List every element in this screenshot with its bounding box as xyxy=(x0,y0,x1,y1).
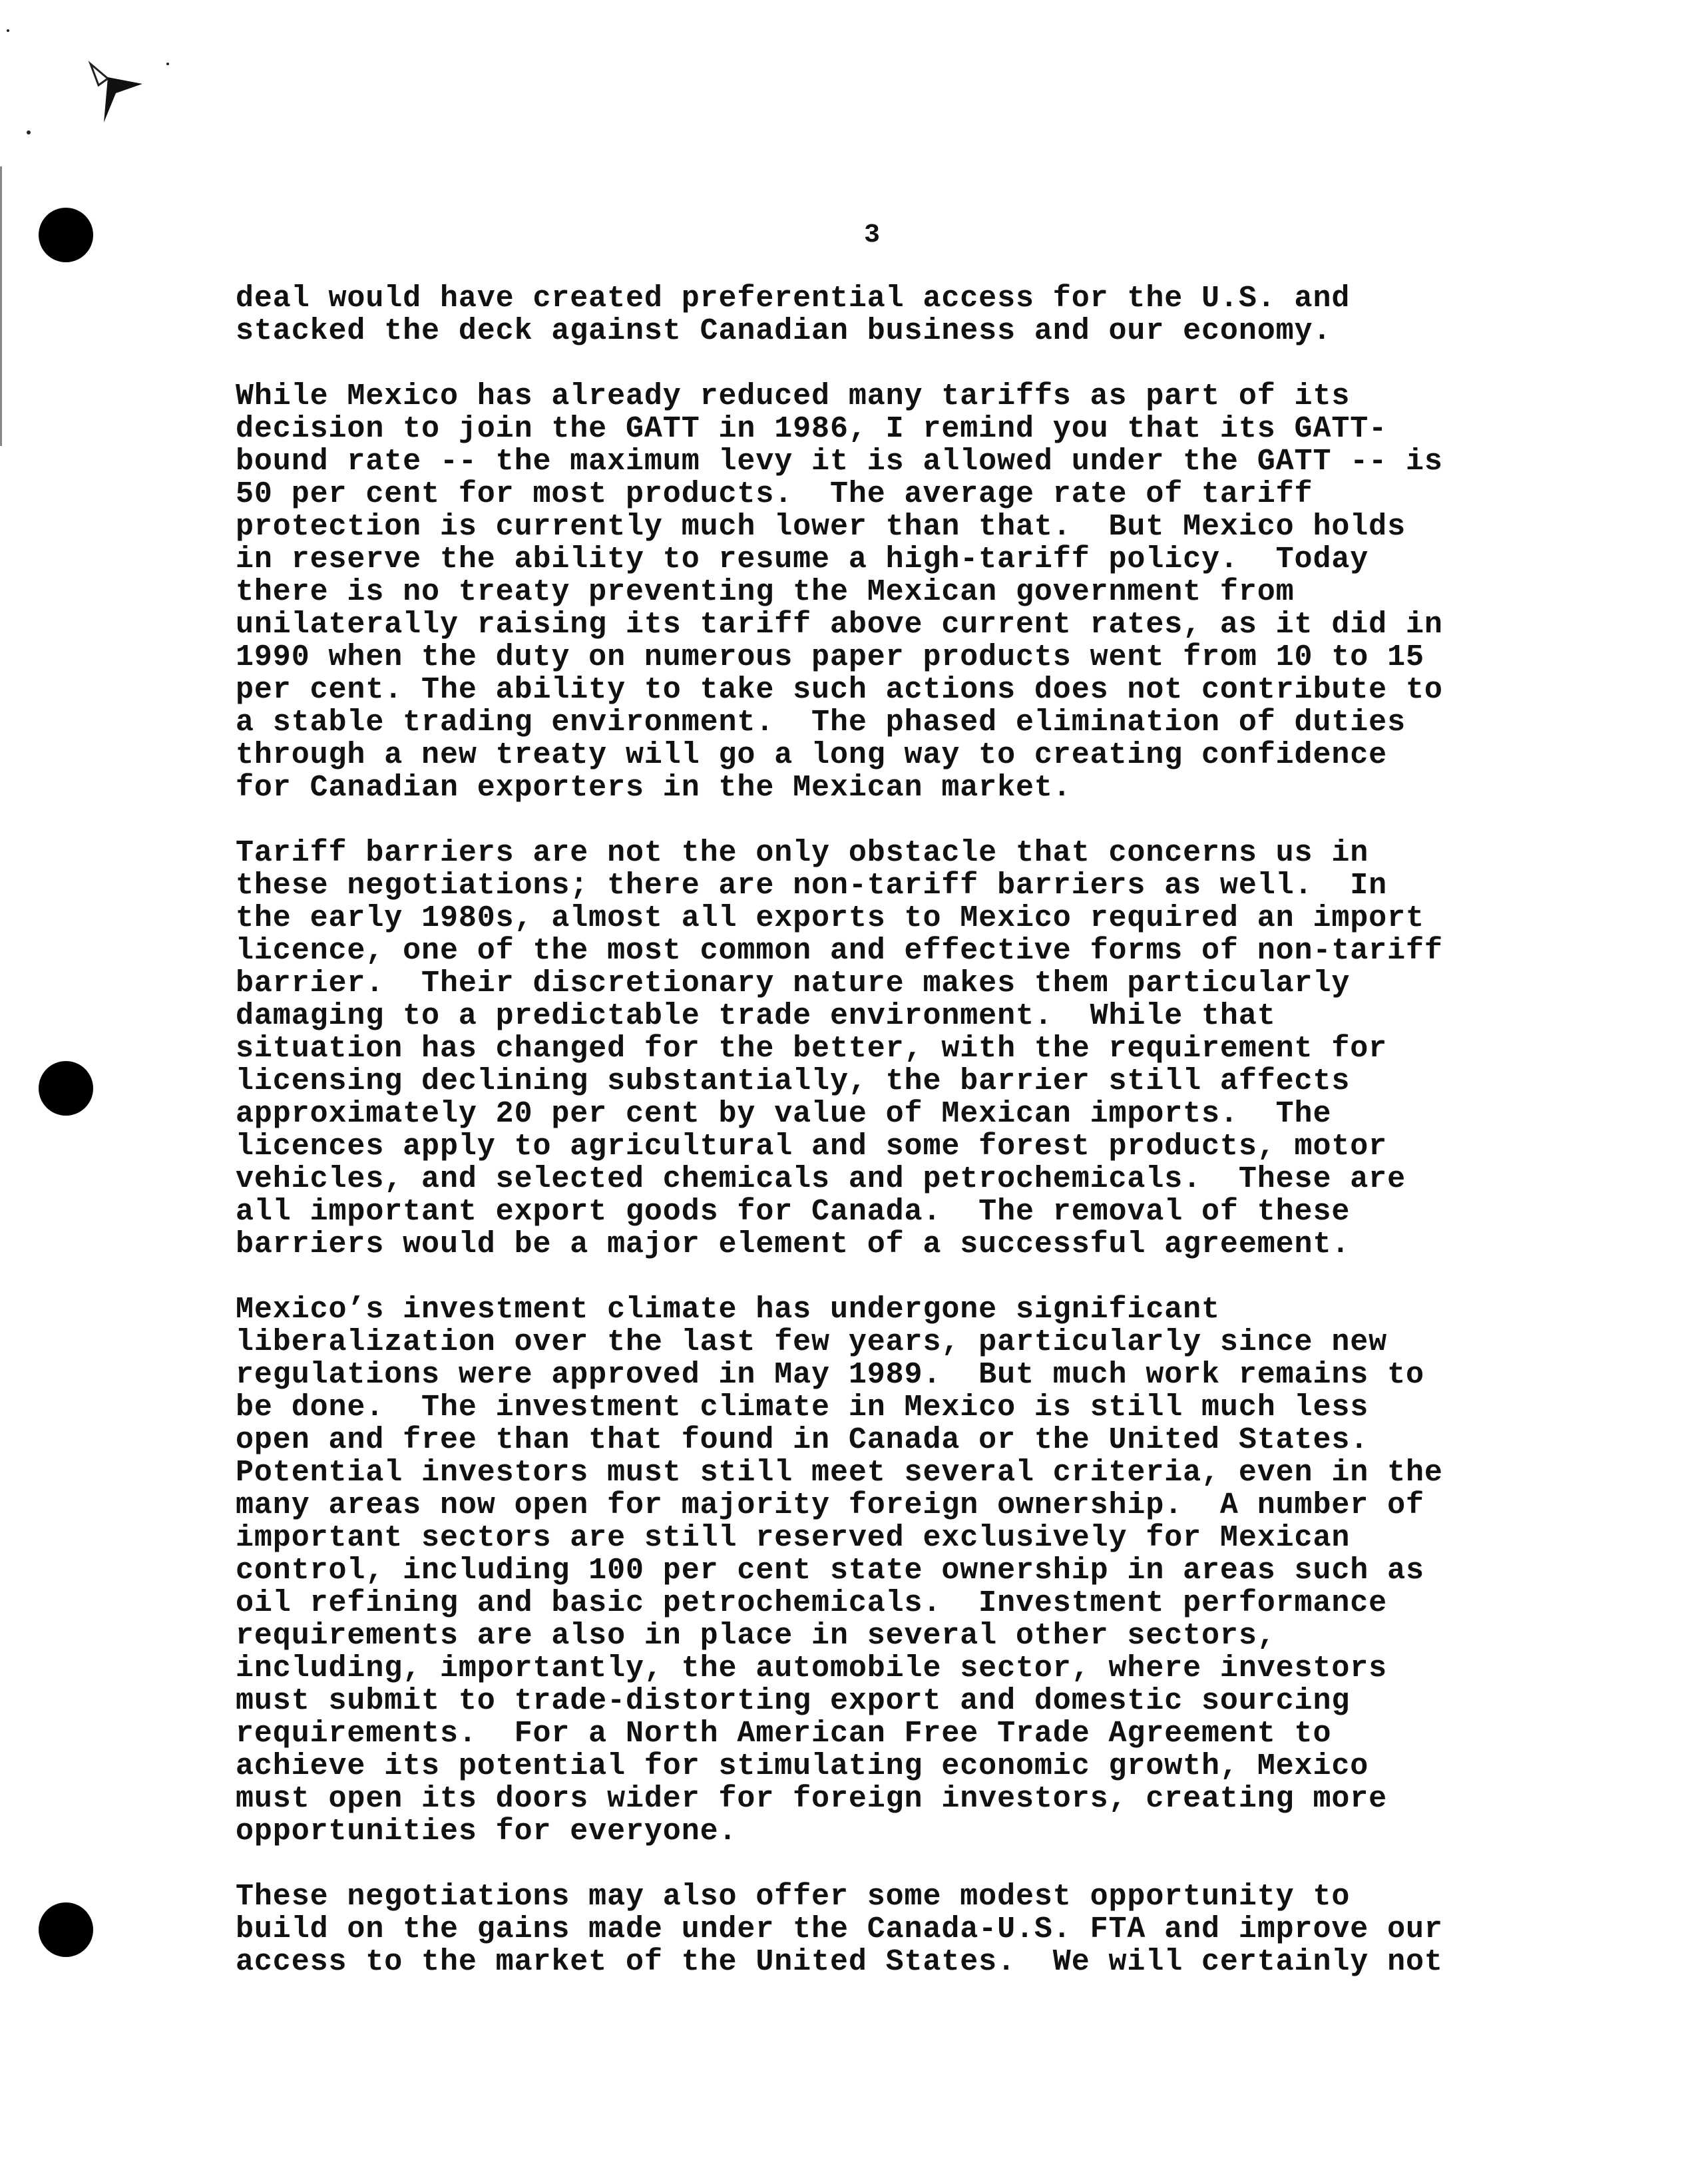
text-line: situation has changed for the better, with the requirement for xyxy=(236,1032,1388,1066)
body-text xyxy=(236,282,1527,2011)
text-line: opportunities for everyone. xyxy=(236,1815,738,1849)
text-line: Mexico’s investment climate has undergone significant xyxy=(236,1293,1220,1327)
text-line: bound rate -- the maximum levy it is allowed under the GATT -- is xyxy=(236,445,1443,479)
scan-speck xyxy=(7,29,9,32)
text-line: 1990 when the duty on numerous paper products went from 10 to 15 xyxy=(236,640,1424,674)
text-line: build on the gains made under the Canada-U.S. FTA and improve our xyxy=(236,1912,1443,1946)
text-line: While Mexico has already reduced many tariffs as part of its xyxy=(236,379,1351,413)
text-line: barrier. Their discretionary nature makes them particularly xyxy=(236,967,1351,1000)
text-line: important sectors are still reserved exclusively for Mexican xyxy=(236,1521,1351,1555)
paragraph xyxy=(236,380,1527,804)
punch-hole xyxy=(39,208,93,262)
text-line: achieve its potential for stimulating economic growth, Mexico xyxy=(236,1749,1369,1783)
text-line: in reserve the ability to resume a high-tariff policy. Today xyxy=(236,543,1369,576)
text-line: deal would have created preferential access for the U.S. and xyxy=(236,282,1351,316)
text-line: requirements are also in place in several other sectors, xyxy=(236,1619,1276,1653)
text-line: requirements. For a North American Free Trade Agreement to xyxy=(236,1717,1332,1751)
text-line: protection is currently much lower than that. But Mexico holds xyxy=(236,510,1406,544)
text-line: regulations were approved in May 1989. But much work remains to xyxy=(236,1358,1424,1392)
text-line: through a new treaty will go a long way to creating confidence xyxy=(236,738,1388,772)
text-line: these negotiations; there are non-tariff barriers as well. In xyxy=(236,869,1388,903)
text-line: unilaterally raising its tariff above current rates, as it did in xyxy=(236,608,1443,642)
punch-hole xyxy=(39,1061,93,1116)
text-line: be done. The investment climate in Mexico is still much less xyxy=(236,1391,1369,1424)
text-line: open and free than that found in Canada or the United States. xyxy=(236,1423,1369,1457)
text-line: many areas now open for majority foreign ownership. A number of xyxy=(236,1488,1424,1522)
text-line: These negotiations may also offer some modest opportunity to xyxy=(236,1880,1351,1914)
text-line: per cent. The ability to take such actions does not contribute to xyxy=(236,673,1443,707)
text-line: approximately 20 per cent by value of Mexican imports. The xyxy=(236,1097,1332,1131)
text-line: there is no treaty preventing the Mexican government from xyxy=(236,575,1295,609)
paragraph xyxy=(236,1880,1527,1978)
text-line: including, importantly, the automobile sector, where investors xyxy=(236,1651,1388,1685)
paragraph xyxy=(236,837,1527,1261)
paragraph xyxy=(236,1293,1527,1848)
text-line: vehicles, and selected chemicals and petrochemicals. These are xyxy=(236,1162,1406,1196)
text-line: stacked the deck against Canadian business and our economy. xyxy=(236,314,1332,348)
scan-speck xyxy=(166,63,169,65)
text-line: access to the market of the United States. We will certainly not xyxy=(236,1945,1443,1979)
text-line: must submit to trade-distorting export and domestic sourcing xyxy=(236,1684,1351,1718)
text-line: for Canadian exporters in the Mexican market. xyxy=(236,771,1072,805)
text-line: all important export goods for Canada. The removal of these xyxy=(236,1195,1351,1229)
page-number: 3 xyxy=(863,220,880,250)
text-line: the early 1980s, almost all exports to Mexico required an import xyxy=(236,901,1424,935)
text-line: damaging to a predictable trade environment. While that xyxy=(236,999,1276,1033)
text-line: barriers would be a major element of a successful agreement. xyxy=(236,1227,1351,1261)
scan-speck xyxy=(27,130,31,134)
text-line: licensing declining substantially, the barrier still affects xyxy=(236,1064,1351,1098)
text-line: Tariff barriers are not the only obstacle that concerns us in xyxy=(236,836,1369,870)
text-line: oil refining and basic petrochemicals. Investment performance xyxy=(236,1586,1388,1620)
scan-edge-line xyxy=(0,166,2,446)
punch-hole xyxy=(39,1902,93,1957)
text-line: 50 per cent for most products. The average rate of tariff xyxy=(236,477,1313,511)
text-line: must open its doors wider for foreign investors, creating more xyxy=(236,1782,1388,1816)
text-line: licences apply to agricultural and some forest products, motor xyxy=(236,1130,1388,1164)
text-line: control, including 100 per cent state ownership in areas such as xyxy=(236,1554,1424,1588)
text-line: a stable trading environment. The phased elimination of duties xyxy=(236,706,1406,740)
text-line: decision to join the GATT in 1986, I remind you that its GATT- xyxy=(236,412,1388,446)
scan-mark-icon xyxy=(85,59,158,132)
text-line: licence, one of the most common and effective forms of non-tariff xyxy=(236,934,1443,968)
text-line: liberalization over the last few years, particularly since new xyxy=(236,1325,1388,1359)
text-line: Potential investors must still meet several criteria, even in the xyxy=(236,1456,1443,1490)
paragraph xyxy=(236,282,1527,347)
